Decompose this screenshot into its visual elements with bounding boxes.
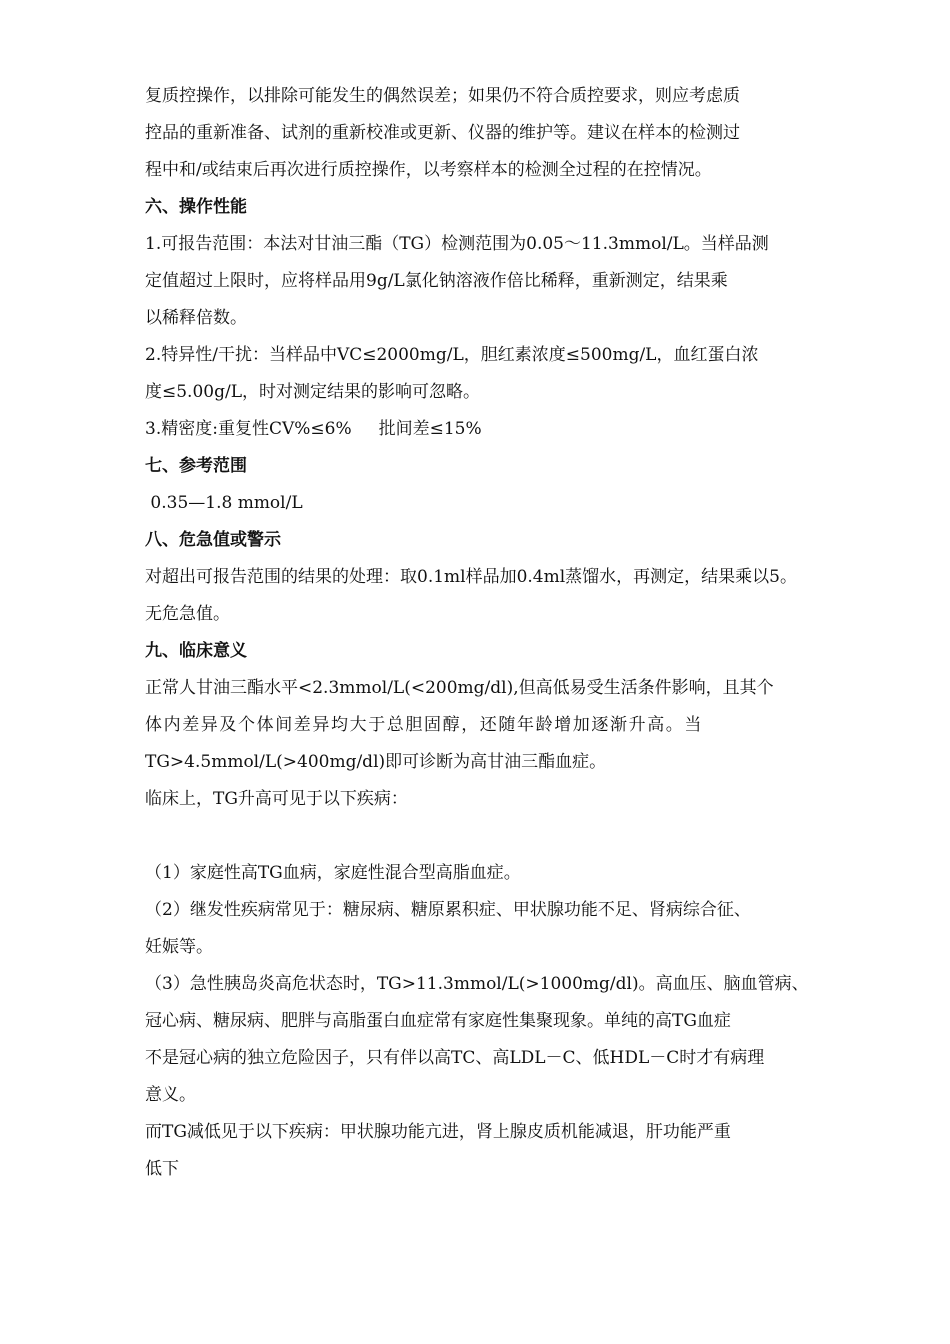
section-heading: 七、参考范围 [145,456,247,476]
paragraph-line: 低下 [145,1159,179,1179]
paragraph-line: 度≤5.00g/L，时对测定结果的影响可忽略。 [145,382,480,402]
list-item: （2）继发性疾病常见于：糖尿病、糖原累积症、甲状腺功能不足、肾病综合征、 [145,900,751,920]
paragraph-line: 1.可报告范围：本法对甘油三酯（TG）检测范围为0.05～11.3mmol/L。当样品测 [145,234,769,254]
paragraph-line: 对超出可报告范围的结果的处理：取0.1ml样品加0.4ml蒸馏水，再测定，结果乘以5。 [145,567,797,587]
paragraph-line: TG>4.5mmol/L(>400mg/dl)即可诊断为高甘油三酯血症。 [145,752,607,772]
paragraph-line: 3.精密度:重复性CV%≤6% 批间差≤15% [145,419,482,439]
paragraph-line: 体内差异及个体间差异均大于总胆固醇，还随年龄增加逐渐升高。当 [145,715,703,735]
paragraph-line: 不是冠心病的独立危险因子，只有伴以高TC、高LDL－C、低HDL－C时才有病理 [145,1048,765,1068]
list-item: （1）家庭性高TG血病，家庭性混合型高脂血症。 [145,863,521,883]
paragraph-line: 程中和/或结束后再次进行质控操作，以考察样本的检测全过程的在控情况。 [145,160,712,180]
paragraph-line: 妊娠等。 [145,937,213,957]
section-heading: 八、危急值或警示 [145,530,281,550]
section-heading: 九、临床意义 [145,641,247,661]
paragraph-line: 复质控操作，以排除可能发生的偶然误差；如果仍不符合质控要求，则应考虑质 [145,86,740,106]
paragraph-line: 意义。 [145,1085,196,1105]
paragraph-line: 2.特异性/干扰：当样品中VC≤2000mg/L，胆红素浓度≤500mg/L，血红蛋白浓 [145,345,759,365]
paragraph-line: 定值超过上限时，应将样品用9g/L氯化钠溶液作倍比稀释，重新测定，结果乘 [145,271,728,291]
paragraph-line: 临床上，TG升高可见于以下疾病： [145,789,408,809]
paragraph-line: 以稀释倍数。 [145,308,247,328]
section-heading: 六、操作性能 [145,197,247,217]
paragraph-line: 正常人甘油三酯水平<2.3mmol/L(<200mg/dl),但高低易受生活条件影响，且其个 [145,678,774,698]
reference-range: 0.35—1.8 mmol/L [145,493,303,513]
paragraph-line: 冠心病、糖尿病、肥胖与高脂蛋白血症常有家庭性集聚现象。单纯的高TG血症 [145,1011,731,1031]
paragraph-line: 控品的重新准备、试剂的重新校准或更新、仪器的维护等。建议在样本的检测过 [145,123,740,143]
paragraph-line: 而TG减低见于以下疾病：甲状腺功能亢进，肾上腺皮质机能减退，肝功能严重 [145,1122,731,1142]
list-item: （3）急性胰岛炎高危状态时，TG>11.3mmol/L(>1000mg/dl)。高血压、脑血管病、 [145,974,809,994]
paragraph-line: 无危急值。 [145,604,230,624]
